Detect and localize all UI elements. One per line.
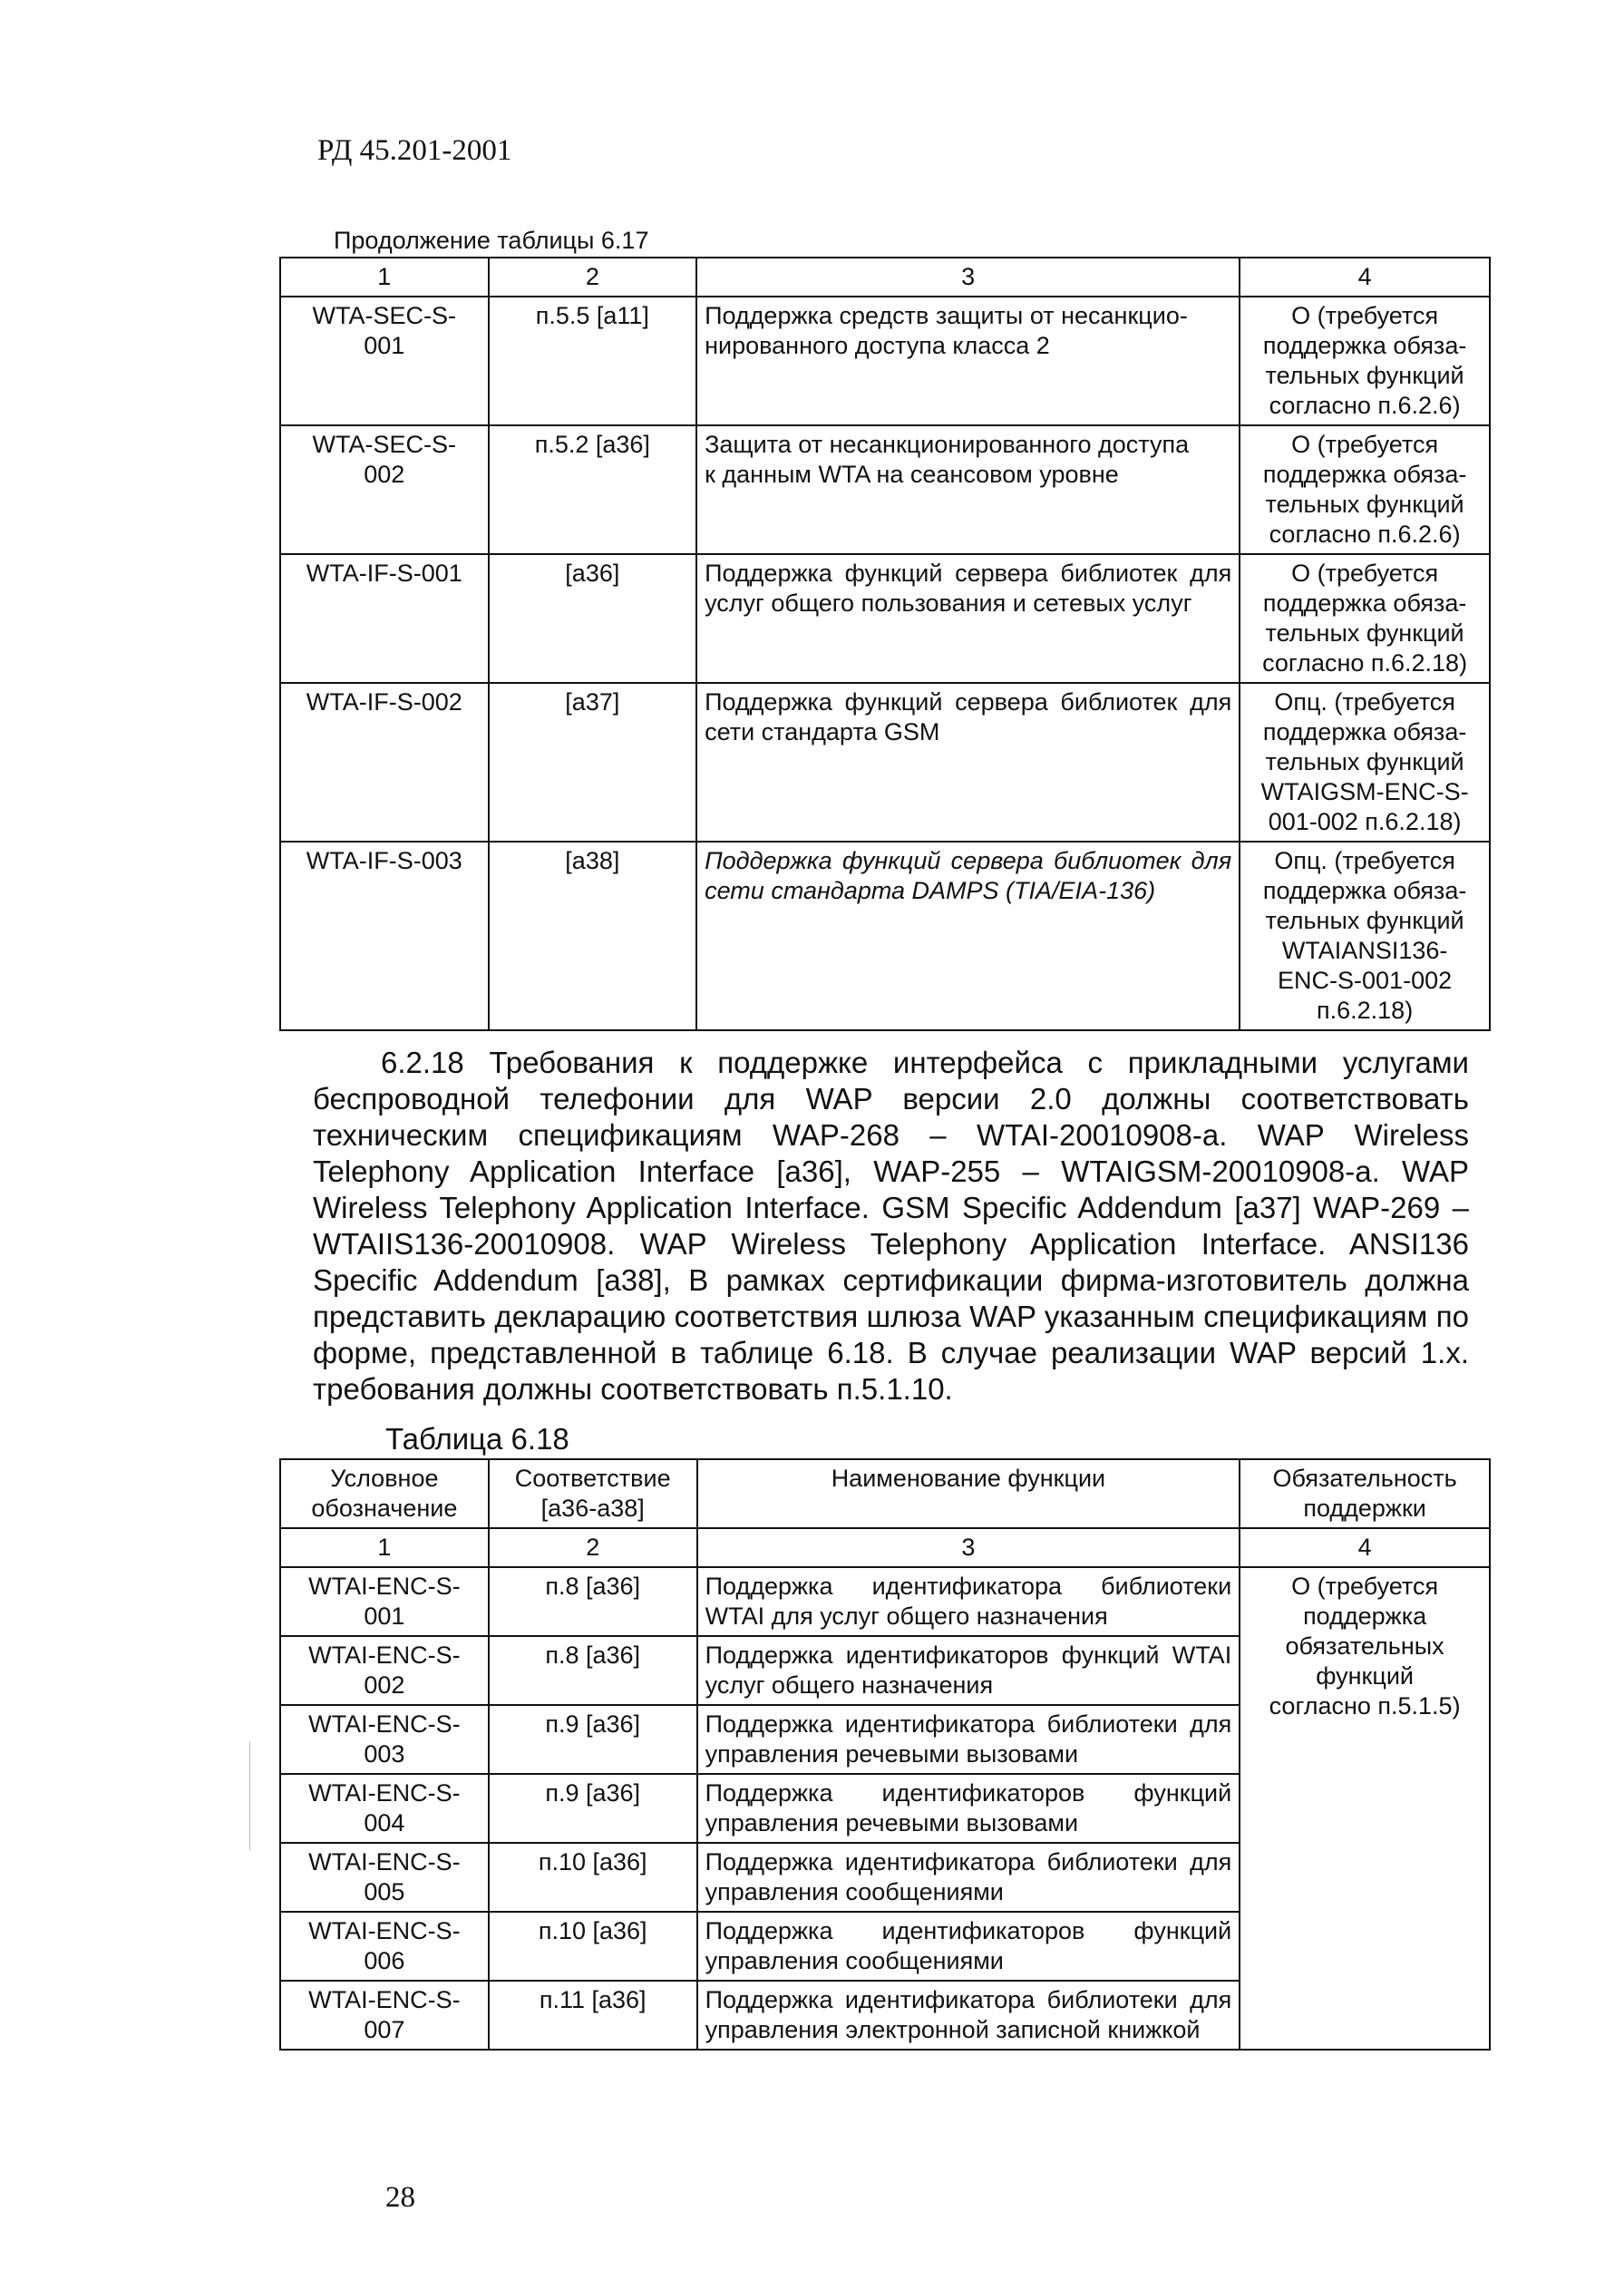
cell-function-name: Защита от несанкционированного доступа к данным WTA на сеансовом уровне bbox=[696, 425, 1240, 554]
cell-code: WTAI-ENC-S- 007 bbox=[280, 1981, 489, 2050]
table-6-18 bbox=[279, 1458, 1491, 2051]
cell-code: WTA-SEC-S- 002 bbox=[280, 425, 489, 554]
cell-requirement: О (требуется поддержка обяза- тельных функций согласно п.6.2.18) bbox=[1240, 554, 1490, 683]
column-header: Соответствие [a36-a38] bbox=[489, 1459, 697, 1528]
cell-reference: п.9 [a36] bbox=[489, 1705, 697, 1774]
cell-function-name: Поддержка идентификаторов функций управления сообщениями bbox=[697, 1912, 1240, 1981]
cell-code: WTA-SEC-S- 001 bbox=[280, 297, 489, 425]
cell-function-name: Поддержка идентификатора библиотеки для управления сообщениями bbox=[697, 1843, 1240, 1912]
cell-reference: [a38] bbox=[489, 842, 697, 1030]
table-row bbox=[280, 425, 1490, 554]
cell-reference: п.9 [a36] bbox=[489, 1774, 697, 1843]
cell-function-name: Поддержка функций сервера библиотек для сети стандарта DAMPS (TIA/EIA-136) bbox=[696, 842, 1240, 1030]
column-number: 4 bbox=[1240, 258, 1490, 297]
column-number: 2 bbox=[489, 1528, 697, 1567]
cell-code: WTAI-ENC-S- 004 bbox=[280, 1774, 489, 1843]
cell-reference: п.8 [a36] bbox=[489, 1636, 697, 1705]
table-row bbox=[280, 1567, 1490, 1636]
cell-code: WTAI-ENC-S- 002 bbox=[280, 1636, 489, 1705]
cell-requirement: О (требуется поддержка обязательных функций согласно п.5.1.5) bbox=[1240, 1567, 1490, 2050]
column-header: Условное обозначение bbox=[280, 1459, 489, 1528]
cell-reference: п.5.5 [a11] bbox=[489, 297, 697, 425]
cell-function-name: Поддержка идентификаторов функций WTAI услуг общего назначения bbox=[697, 1636, 1240, 1705]
column-number-row bbox=[280, 258, 1490, 297]
cell-reference: [a36] bbox=[489, 554, 697, 683]
cell-code: WTA-IF-S-001 bbox=[280, 554, 489, 683]
column-number: 1 bbox=[280, 1528, 489, 1567]
cell-reference: п.10 [a36] bbox=[489, 1912, 697, 1981]
column-header: Наименование функции bbox=[697, 1459, 1240, 1528]
cell-function-name: Поддержка идентификатора библиотеки WTAI для услуг общего назначения bbox=[697, 1567, 1240, 1636]
table-row bbox=[280, 842, 1490, 1030]
cell-function-name: Поддержка идентификаторов функций управления речевыми вызовами bbox=[697, 1774, 1240, 1843]
table-row bbox=[280, 554, 1490, 683]
column-header: Обязательность поддержки bbox=[1240, 1459, 1490, 1528]
column-number-row bbox=[280, 1528, 1490, 1567]
cell-code: WTA-IF-S-003 bbox=[280, 842, 489, 1030]
cell-requirement: Опц. (требуется поддержка обяза- тельных функций WTAIGSM-ENC-S- 001-002 п.6.2.18) bbox=[1240, 683, 1490, 842]
cell-requirement: О (требуется поддержка обяза- тельных функций согласно п.6.2.6) bbox=[1240, 425, 1490, 554]
cell-reference: п.11 [a36] bbox=[489, 1981, 697, 2050]
cell-code: WTAI-ENC-S- 005 bbox=[280, 1843, 489, 1912]
cell-function-name: Поддержка идентификатора библиотеки для управления речевыми вызовами bbox=[697, 1705, 1240, 1774]
cell-function-name: Поддержка функций сервера библиотек для сети стандарта GSM bbox=[696, 683, 1240, 842]
cell-reference: п.5.2 [a36] bbox=[489, 425, 697, 554]
cell-code: WTA-IF-S-002 bbox=[280, 683, 489, 842]
column-number: 3 bbox=[696, 258, 1240, 297]
cell-code: WTAI-ENC-S- 001 bbox=[280, 1567, 489, 1636]
column-number: 1 bbox=[280, 258, 489, 297]
cell-reference: п.10 [a36] bbox=[489, 1843, 697, 1912]
page-number: 28 bbox=[385, 2181, 415, 2214]
paragraph-6-2-18 bbox=[313, 1045, 1469, 1408]
paragraph-text: 6.2.18 Требования к поддержке интерфейса с прикладными услугами беспроводной телефонии для WAP версии 2.0 должны соответствовать техническим спецификациям WAP-268 – WTAI-20010908-a. WAP Wireless Telephony Application Interface [a36], WAP-255 – WTAIGSM-20010908-a. WAP Wireless Telephony Application Interface. GSM Specific Addendum [a37] WAP-269 – WTAIIS136-20010908. WAP Wireless Telephony Application Interface. ANSI136 Specific Addendum [a38], В рамках сертификации фирма-изготовитель должна представить декларацию соответствия шлюза WAP указанным спецификациям по форме, представленной в таблице 6.18. В случае реализации WAP версий 1.x. требования должны соответствовать п.5.1.10. bbox=[313, 1046, 1469, 1406]
document-code: РД 45.201-2001 bbox=[317, 134, 512, 167]
margin-rule bbox=[249, 1741, 250, 1850]
cell-reference: [a37] bbox=[489, 683, 697, 842]
table-row bbox=[280, 297, 1490, 425]
table-6-17-caption: Продолжение таблицы 6.17 bbox=[334, 227, 649, 254]
column-number: 3 bbox=[697, 1528, 1240, 1567]
table-6-17 bbox=[279, 257, 1491, 1031]
cell-function-name: Поддержка идентификатора библиотеки для управления электронной записной книжкой bbox=[697, 1981, 1240, 2050]
table-6-18-caption: Таблица 6.18 bbox=[385, 1422, 569, 1456]
cell-code: WTAI-ENC-S- 003 bbox=[280, 1705, 489, 1774]
cell-requirement: О (требуется поддержка обяза- тельных функций согласно п.6.2.6) bbox=[1240, 297, 1490, 425]
cell-function-name: Поддержка функций сервера библиотек для услуг общего пользования и сетевых услуг bbox=[696, 554, 1240, 683]
column-number: 4 bbox=[1240, 1528, 1490, 1567]
cell-requirement: Опц. (требуется поддержка обяза- тельных функций WTAIANSI136- ENC-S-001-002 п.6.2.18) bbox=[1240, 842, 1490, 1030]
cell-code: WTAI-ENC-S- 006 bbox=[280, 1912, 489, 1981]
cell-function-name: Поддержка средств защиты от несанкцио- нированного доступа класса 2 bbox=[696, 297, 1240, 425]
header-row bbox=[280, 1459, 1490, 1528]
column-number: 2 bbox=[489, 258, 697, 297]
table-row bbox=[280, 683, 1490, 842]
cell-reference: п.8 [a36] bbox=[489, 1567, 697, 1636]
